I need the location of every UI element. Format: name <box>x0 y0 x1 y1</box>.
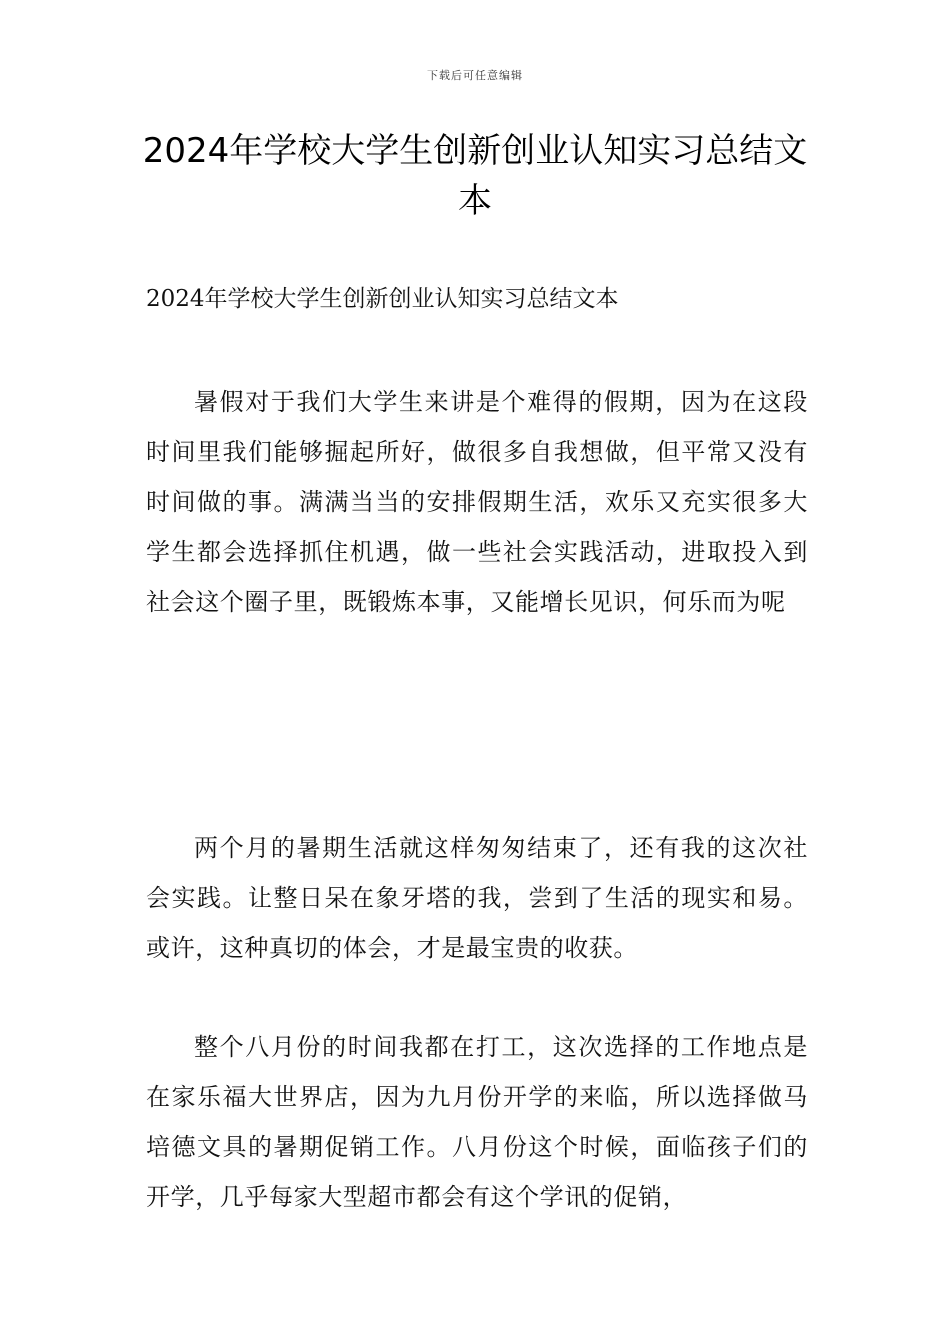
document-title: 2024年学校大学生创新创业认知实习总结文本 <box>142 131 808 221</box>
paragraph-3: 整个八月份的时间我都在打工，这次选择的工作地点是在家乐福大世界店，因为九月份开学的来临，所以选择做马培德文具的暑期促销工作。八月份这个时候，面临孩子们的开学，几乎每家大型超市都会有这个学讯的促销， <box>146 1033 808 1211</box>
header-note: 下载后可任意编辑 <box>427 69 523 82</box>
document-subtitle: 2024年学校大学生创新创业认知实习总结文本 <box>146 286 619 312</box>
paragraph-2: 两个月的暑期生活就这样匆匆结束了，还有我的这次社会实践。让整日呆在象牙塔的我，尝到了生活的现实和易。或许，这种真切的体会，才是最宝贵的收获。 <box>146 834 808 962</box>
paragraph-1: 暑假对于我们大学生来讲是个难得的假期，因为在这段时间里我们能够掘起所好，做很多自我想做，但平常又没有时间做的事。满满当当的安排假期生活，欢乐又充实很多大学生都会选择抓住机遇，做一些社会实践活动，进取投入到社会这个圈子里，既锻炼本事，又能增长见识，何乐而为呢 <box>146 388 808 616</box>
